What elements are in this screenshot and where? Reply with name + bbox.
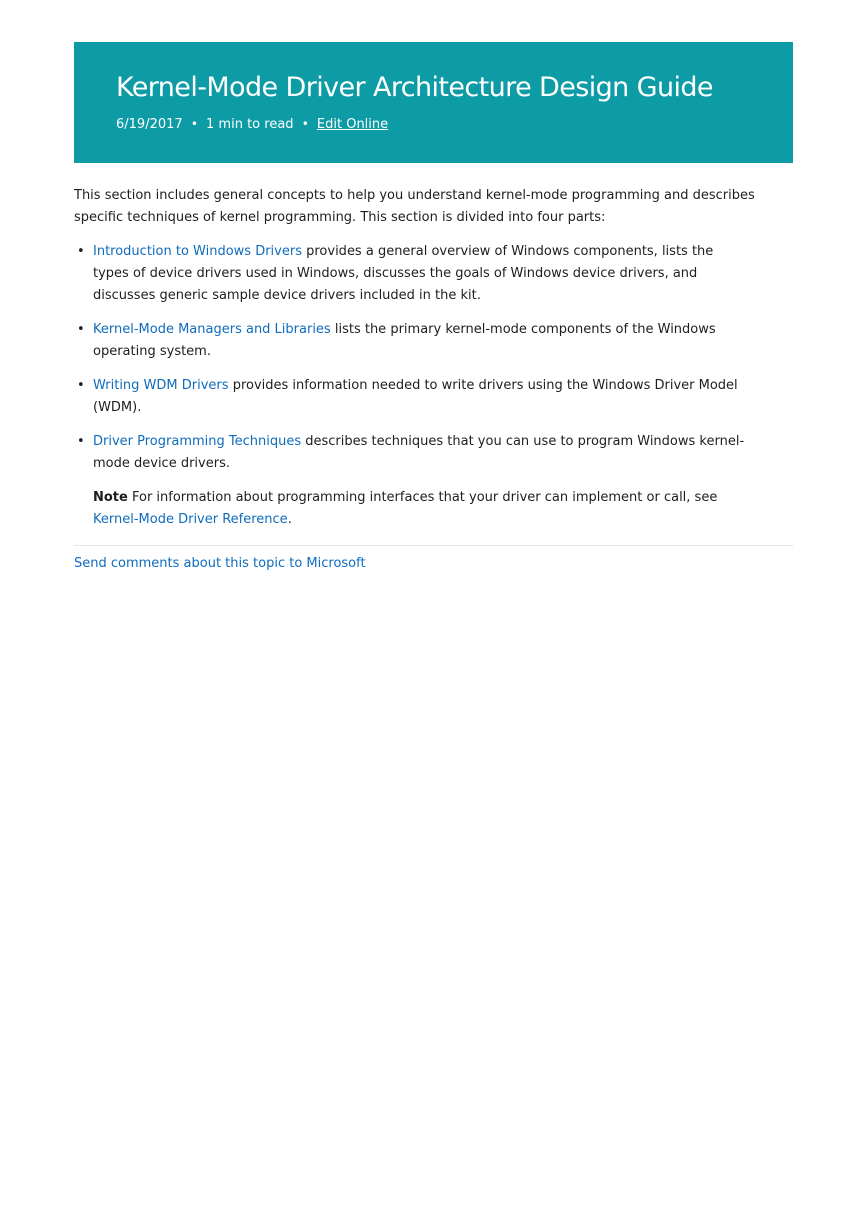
send-comments-link[interactable]: Send comments about this topic to Microsoft [74,556,366,571]
intro-windows-drivers-link[interactable]: Introduction to Windows Drivers [93,244,302,259]
title-banner [74,42,793,163]
bullet-icon: • [77,434,85,449]
page-title: Kernel-Mode Driver Architecture Design Guide [116,72,713,103]
note-paragraph [74,487,733,531]
kernel-mode-managers-link[interactable]: Kernel-Mode Managers and Libraries [93,322,331,337]
bullet-icon: • [77,322,85,337]
list-item-text: lists the primary kernel-mode components of the Windows operating system. [93,322,716,359]
list-item [74,431,753,475]
note-text: For information about programming interfaces that your driver can implement or call, see [127,490,718,505]
parts-list [74,241,764,475]
list-item-text: describes techniques that you can use to program Windows kernel-mode device drivers. [93,434,745,471]
driver-programming-techniques-link[interactable]: Driver Programming Techniques [93,434,302,449]
article-body [74,185,764,531]
bullet-icon: • [77,378,85,393]
edit-online-link[interactable]: Edit Online [316,117,389,132]
list-item [74,319,753,363]
publish-date: 6/19/2017 [116,117,183,132]
list-item-text: provides a general overview of Windows components, lists the types of device drivers used in Windows, discusses the goals of Windows device drivers, and discusses generic sample device drivers included in the kit. [93,244,714,303]
meta-separator: • [190,117,198,131]
divider [74,545,793,546]
read-time: 1 min to read [206,117,294,132]
list-item [74,241,753,307]
note-label: Note [93,490,128,505]
list-item-text: provides information needed to write drivers using the Windows Driver Model (WDM). [93,378,738,415]
writing-wdm-drivers-link[interactable]: Writing WDM Drivers [93,378,229,393]
meta-separator: • [301,117,309,131]
intro-paragraph: This section includes general concepts to help you understand kernel-mode programming and describes specific techniques of kernel programming. This section is divided into four parts: [74,188,755,225]
bullet-icon: • [77,244,85,259]
kernel-mode-driver-reference-link[interactable]: Kernel-Mode Driver Reference [93,512,288,527]
note-end: . [287,512,292,527]
list-item [74,375,753,419]
article-meta [116,115,388,134]
